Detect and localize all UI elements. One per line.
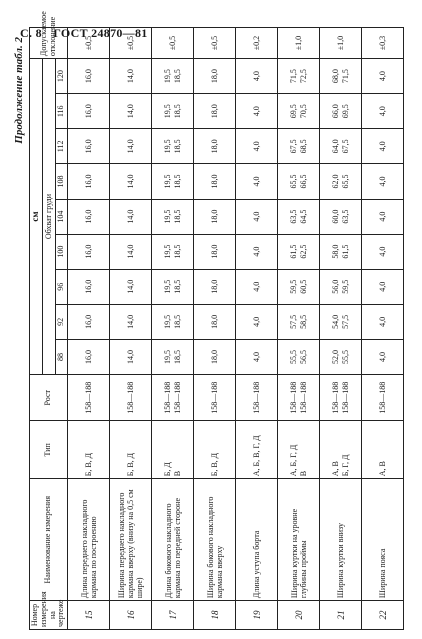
row-name: Длина переднего накладного кармана по построению <box>68 479 110 601</box>
row-value-line: 67,5 <box>289 139 299 154</box>
row-value-line: 62,5 <box>298 244 308 259</box>
row-value-line: 16,0 <box>83 314 93 329</box>
row-type-line: Б, Д <box>163 462 173 477</box>
row-value-line: 18,0 <box>209 314 219 329</box>
row-value-line: 18,0 <box>209 69 219 84</box>
row-value-line: 19,5 <box>163 279 173 294</box>
row-value-line: 4,0 <box>251 316 261 327</box>
row-value-line: 16,0 <box>83 279 93 294</box>
table-row <box>278 28 320 630</box>
table-row <box>194 28 236 630</box>
row-value-line: 18,5 <box>172 314 182 329</box>
row-value <box>320 164 362 199</box>
row-number: 20 <box>278 601 320 630</box>
row-value-line: 62,0 <box>331 174 341 189</box>
table-row <box>152 28 194 630</box>
row-value-line: 60,0 <box>331 209 341 224</box>
row-height <box>194 375 236 421</box>
row-value <box>152 129 194 164</box>
row-type <box>236 421 278 479</box>
row-value-line: 18,5 <box>172 139 182 154</box>
row-value-line: 69,5 <box>340 104 350 119</box>
row-type <box>110 421 152 479</box>
row-value-line: 71,5 <box>340 69 350 84</box>
row-value <box>110 269 152 304</box>
row-name: Длина уступа борта <box>236 479 278 601</box>
size-header: 116 <box>55 94 67 129</box>
row-value-line: 56,0 <box>331 279 341 294</box>
row-height-line: 158—188 <box>163 381 173 414</box>
row-type <box>320 421 362 479</box>
row-value-line: 18,5 <box>172 209 182 224</box>
row-value-line: 68,5 <box>298 139 308 154</box>
row-type-line: А, Б, Г, Д <box>289 444 299 477</box>
row-value-line: 59,5 <box>289 279 299 294</box>
size-header: 88 <box>55 339 67 374</box>
row-value-line: 18,5 <box>172 279 182 294</box>
row-value-line: 4,0 <box>377 351 387 362</box>
row-type-line: Б, В, Д <box>125 452 135 477</box>
row-value <box>320 269 362 304</box>
row-value <box>320 59 362 94</box>
row-value <box>278 339 320 374</box>
row-value-line: 4,0 <box>251 141 261 152</box>
row-value <box>68 129 110 164</box>
row-name: Длина бокового накладного кармана по передней стороне <box>152 479 194 601</box>
row-height-line: 158—188 <box>377 381 387 414</box>
row-value <box>68 59 110 94</box>
row-value-line: 4,0 <box>377 281 387 292</box>
row-value-line: 65,5 <box>340 174 350 189</box>
row-value-line: 4,0 <box>377 71 387 82</box>
header-units: см <box>30 59 43 375</box>
row-value <box>362 339 404 374</box>
row-value-line: 4,0 <box>251 246 261 257</box>
row-value-line: 59,5 <box>340 279 350 294</box>
row-value <box>320 339 362 374</box>
size-header: 112 <box>55 129 67 164</box>
row-value <box>68 234 110 269</box>
table-row <box>320 28 362 630</box>
row-value-line: 16,0 <box>83 174 93 189</box>
row-height-line: 158—188 <box>209 381 219 414</box>
row-value <box>236 129 278 164</box>
table-row <box>236 28 278 630</box>
row-value-line: 19,5 <box>163 139 173 154</box>
row-value-line: 16,0 <box>83 139 93 154</box>
row-value <box>152 234 194 269</box>
row-value-line: 18,5 <box>172 244 182 259</box>
row-value <box>194 234 236 269</box>
row-value-line: 18,5 <box>172 104 182 119</box>
row-value <box>110 304 152 339</box>
row-type <box>194 421 236 479</box>
row-value <box>194 199 236 234</box>
row-value <box>68 199 110 234</box>
row-value <box>152 59 194 94</box>
row-value-line: 19,5 <box>163 244 173 259</box>
header-height: Рост <box>30 375 68 421</box>
row-value-line: 64,0 <box>331 139 341 154</box>
table-row <box>110 28 152 630</box>
row-value-line: 4,0 <box>377 141 387 152</box>
row-value <box>236 199 278 234</box>
row-value-line: 18,0 <box>209 349 219 364</box>
row-value-line: 18,0 <box>209 209 219 224</box>
row-name: Ширина переднего накладного кармана вверху (внизу на 0,5 см шире) <box>110 479 152 601</box>
size-header: 96 <box>55 269 67 304</box>
row-value-line: 19,5 <box>163 174 173 189</box>
row-value-line: 72,5 <box>298 69 308 84</box>
row-value-line: 18,5 <box>172 349 182 364</box>
row-value <box>68 339 110 374</box>
row-type <box>278 421 320 479</box>
standard-code: ГОСТ 24870—81 <box>53 26 148 40</box>
row-value <box>278 269 320 304</box>
row-value-line: 19,5 <box>163 209 173 224</box>
row-value-line: 18,0 <box>209 279 219 294</box>
row-value-line: 68,0 <box>331 69 341 84</box>
row-tolerance: ±0,5 <box>152 28 194 59</box>
row-value-line: 4,0 <box>251 281 261 292</box>
row-value-line: 64,5 <box>298 209 308 224</box>
row-value <box>320 304 362 339</box>
row-name: Ширина куртки внизу <box>320 479 362 601</box>
row-name: Ширина куртки на уровне глубины проймы <box>278 479 320 601</box>
row-value-line: 14,0 <box>125 314 135 329</box>
row-value <box>320 199 362 234</box>
header-number: Номер измерения на чертеже <box>30 601 68 630</box>
row-value <box>278 304 320 339</box>
row-value <box>362 59 404 94</box>
row-value <box>194 59 236 94</box>
row-value-line: 14,0 <box>125 209 135 224</box>
row-value-line: 58,5 <box>298 314 308 329</box>
row-value <box>362 269 404 304</box>
row-value-line: 71,5 <box>289 69 299 84</box>
row-value-line: 61,5 <box>340 244 350 259</box>
row-value-line: 4,0 <box>251 106 261 117</box>
rotated-table-block <box>13 11 395 630</box>
row-tolerance: ±0,5 <box>68 28 110 59</box>
row-value-line: 14,0 <box>125 244 135 259</box>
row-value-line: 16,0 <box>83 244 93 259</box>
row-value <box>362 199 404 234</box>
row-value-line: 57,5 <box>340 314 350 329</box>
row-height <box>362 375 404 421</box>
row-value-line: 4,0 <box>251 351 261 362</box>
row-value-line: 14,0 <box>125 279 135 294</box>
table-row <box>362 28 404 630</box>
row-value-line: 58,0 <box>331 244 341 259</box>
row-value <box>278 59 320 94</box>
row-value-line: 19,5 <box>163 104 173 119</box>
row-value-line: 14,0 <box>125 69 135 84</box>
row-value-line: 18,0 <box>209 139 219 154</box>
row-height <box>236 375 278 421</box>
row-value <box>236 164 278 199</box>
row-value-line: 70,5 <box>298 104 308 119</box>
row-value <box>278 129 320 164</box>
row-value-line: 4,0 <box>377 106 387 117</box>
size-header: 100 <box>55 234 67 269</box>
row-value <box>194 129 236 164</box>
row-value <box>278 94 320 129</box>
row-height <box>152 375 194 421</box>
row-value-line: 19,5 <box>163 349 173 364</box>
row-value-line: 14,0 <box>125 174 135 189</box>
row-value <box>320 94 362 129</box>
row-value-line: 19,5 <box>163 314 173 329</box>
row-number: 17 <box>152 601 194 630</box>
row-value <box>362 94 404 129</box>
row-type <box>152 421 194 479</box>
row-type-line: А, В <box>331 461 341 477</box>
row-tolerance: ±1,0 <box>320 28 362 59</box>
row-type <box>362 421 404 479</box>
row-value-line: 4,0 <box>377 211 387 222</box>
row-value <box>236 94 278 129</box>
row-value <box>194 164 236 199</box>
header-tolerance: Допускаемое отклонение <box>30 28 68 59</box>
row-value <box>194 94 236 129</box>
measurements-table <box>29 11 404 630</box>
row-value-line: 16,0 <box>83 349 93 364</box>
row-value <box>236 304 278 339</box>
header-type: Тип <box>30 421 68 479</box>
row-value-line: 55,5 <box>340 349 350 364</box>
row-value <box>362 304 404 339</box>
row-height-line: 158—188 <box>125 381 135 414</box>
row-value-line: 65,5 <box>289 174 299 189</box>
row-value <box>236 234 278 269</box>
row-value <box>362 234 404 269</box>
size-header: 92 <box>55 304 67 339</box>
row-value-line: 52,0 <box>331 349 341 364</box>
row-value-line: 4,0 <box>251 71 261 82</box>
row-value <box>110 94 152 129</box>
row-value-line: 63,5 <box>289 209 299 224</box>
row-value-line: 60,5 <box>298 279 308 294</box>
row-value <box>110 164 152 199</box>
row-value-line: 61,5 <box>289 244 299 259</box>
row-value <box>68 164 110 199</box>
row-height <box>68 375 110 421</box>
row-value <box>110 59 152 94</box>
row-type-line: А, Б, В, Г, Д <box>251 435 261 477</box>
row-height-line: 158—188 <box>172 381 182 414</box>
row-value-line: 19,5 <box>163 69 173 84</box>
row-tolerance: ±0,5 <box>110 28 152 59</box>
row-value <box>320 129 362 164</box>
row-value <box>152 339 194 374</box>
row-value-line: 4,0 <box>377 246 387 257</box>
row-height <box>320 375 362 421</box>
header-girth: Обхват груди <box>43 59 55 375</box>
row-height-line: 158—188 <box>83 381 93 414</box>
row-value <box>110 234 152 269</box>
row-value-line: 18,0 <box>209 244 219 259</box>
row-value-line: 18,0 <box>209 104 219 119</box>
row-value-line: 16,0 <box>83 209 93 224</box>
row-height-line: 158—188 <box>340 381 350 414</box>
row-value <box>152 304 194 339</box>
row-value-line: 69,5 <box>289 104 299 119</box>
row-value <box>68 304 110 339</box>
table-caption: Продолжение табл. 2 <box>13 37 25 144</box>
row-value <box>110 129 152 164</box>
row-value <box>236 269 278 304</box>
row-value-line: 54,0 <box>331 314 341 329</box>
row-number: 18 <box>194 601 236 630</box>
row-value-line: 66,0 <box>331 104 341 119</box>
row-value-line: 16,0 <box>83 104 93 119</box>
row-value <box>278 234 320 269</box>
row-height-line: 158—188 <box>251 381 261 414</box>
row-tolerance: ±0,3 <box>362 28 404 59</box>
row-value <box>320 234 362 269</box>
row-value <box>152 199 194 234</box>
size-header: 120 <box>55 59 67 94</box>
table-body <box>68 28 404 630</box>
row-value <box>152 269 194 304</box>
row-value <box>362 129 404 164</box>
row-type-line: Б, В, Д <box>83 452 93 477</box>
row-number: 22 <box>362 601 404 630</box>
row-value <box>110 199 152 234</box>
row-height-line: 158—188 <box>331 381 341 414</box>
row-height-line: 158—188 <box>298 381 308 414</box>
row-value-line: 14,0 <box>125 139 135 154</box>
row-value-line: 18,0 <box>209 174 219 189</box>
row-value-line: 4,0 <box>377 316 387 327</box>
row-value <box>68 269 110 304</box>
row-value <box>278 199 320 234</box>
page-number: С. 8 <box>20 26 42 40</box>
row-value-line: 63,5 <box>340 209 350 224</box>
row-value-line: 67,5 <box>340 139 350 154</box>
row-value-line: 57,5 <box>289 314 299 329</box>
row-type-line: А, В <box>377 461 387 477</box>
row-value-line: 4,0 <box>251 211 261 222</box>
row-type-line: В <box>298 470 308 477</box>
row-value-line: 18,5 <box>172 69 182 84</box>
row-type-line: Б, Г, Д <box>340 454 350 477</box>
row-value-line: 4,0 <box>251 176 261 187</box>
row-value-line: 16,0 <box>83 69 93 84</box>
row-type-line: В <box>172 470 182 477</box>
row-value <box>194 269 236 304</box>
row-value <box>236 59 278 94</box>
row-value <box>194 339 236 374</box>
row-value-line: 56,5 <box>298 349 308 364</box>
row-value <box>152 94 194 129</box>
row-tolerance: ±0,2 <box>236 28 278 59</box>
row-value-line: 14,0 <box>125 104 135 119</box>
row-name: Ширина бокового накладного кармана вверху <box>194 479 236 601</box>
row-value-line: 55,5 <box>289 349 299 364</box>
row-number: 16 <box>110 601 152 630</box>
row-number: 21 <box>320 601 362 630</box>
row-value <box>194 304 236 339</box>
size-header: 108 <box>55 164 67 199</box>
row-value <box>152 164 194 199</box>
row-value <box>278 164 320 199</box>
row-value-line: 66,5 <box>298 174 308 189</box>
row-value-line: 18,5 <box>172 174 182 189</box>
row-number: 19 <box>236 601 278 630</box>
row-type-line: Б, В, Д <box>209 452 219 477</box>
row-value-line: 4,0 <box>377 176 387 187</box>
header-name: Наименование измерения <box>30 479 68 601</box>
row-tolerance: ±0,5 <box>194 28 236 59</box>
size-header: 104 <box>55 199 67 234</box>
table-row <box>68 28 110 630</box>
row-name: Ширина пояса <box>362 479 404 601</box>
row-value-line: 14,0 <box>125 349 135 364</box>
row-value <box>362 164 404 199</box>
row-height <box>278 375 320 421</box>
row-height-line: 158—188 <box>289 381 299 414</box>
row-height <box>110 375 152 421</box>
row-value <box>68 94 110 129</box>
row-value <box>236 339 278 374</box>
row-tolerance: ±1,0 <box>278 28 320 59</box>
row-type <box>68 421 110 479</box>
row-number: 15 <box>68 601 110 630</box>
row-value <box>110 339 152 374</box>
